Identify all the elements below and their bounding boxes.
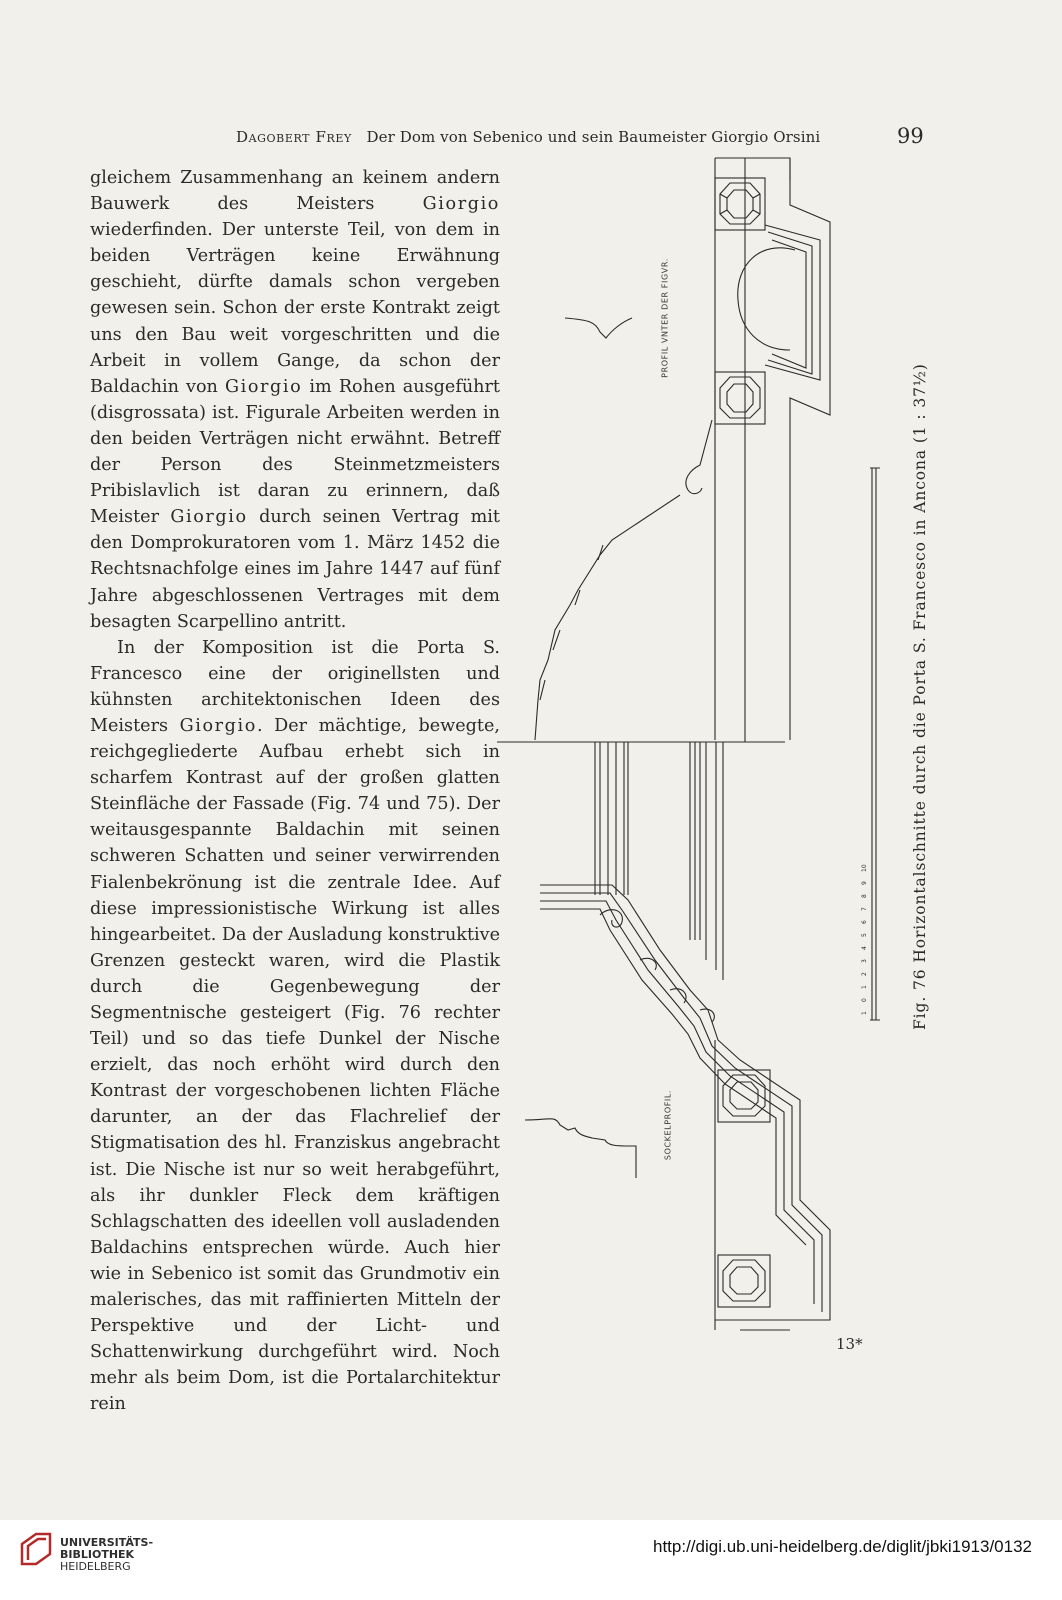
scale-tick-label: 4 bbox=[861, 946, 868, 950]
scale-tick-label: 7 bbox=[861, 907, 868, 911]
header-title: Der Dom von Sebenico und sein Baumeister Giorgio Orsini bbox=[366, 128, 821, 146]
profile-sketch-top bbox=[565, 318, 632, 338]
scale-tick-label: 9 bbox=[861, 881, 868, 885]
library-logo-icon bbox=[18, 1532, 54, 1566]
library-logo-text bbox=[60, 1537, 153, 1573]
logo-line-2: BIBLIOTHEK bbox=[60, 1548, 135, 1561]
scale-tick-label: 3 bbox=[861, 959, 868, 963]
name-giorgio: Giorgio bbox=[170, 507, 248, 528]
scale-tick-label: 1 bbox=[861, 1011, 868, 1015]
scale-bar bbox=[872, 468, 876, 1020]
scale-tick-label: 6 bbox=[861, 920, 868, 924]
pilaster-lines bbox=[595, 742, 628, 895]
figure-caption: Fig. 76 Horizontalschnitte durch die Porta S. Francesco in Ancona (1 : 37½) bbox=[911, 363, 929, 1030]
footnote-mark: 13* bbox=[836, 1335, 863, 1353]
text-run: im Rohen ausgeführt (disgrossata) ist. Figurale Arbeiten werden in den beiden Verträgen nicht erwähnt. Betreff der Person des Steinmetzmeisters Pribislavlich ist daran zu erinnern, daß Meister bbox=[90, 376, 500, 528]
baldachin-profile bbox=[535, 495, 680, 740]
baldachin-volute bbox=[686, 420, 712, 494]
header-author: Dagobert Frey bbox=[236, 128, 352, 146]
scale-tick-label: 5 bbox=[861, 933, 868, 937]
logo-line-3: HEIDELBERG bbox=[60, 1560, 131, 1573]
text-run: wiederfinden. Der unterste Teil, von dem in beiden Verträgen keine Erwähnung geschieht, dürfte damals schon vergeben gewesen sein. Schon der erste Kontrakt zeigt uns den Bau weit vorgeschritten und die Arbeit in vollem Gange, da schon der Baldachin von bbox=[90, 220, 500, 397]
logo-line-1: UNIVERSITÄTS- bbox=[60, 1536, 154, 1549]
footer-bar bbox=[0, 1520, 1062, 1600]
drawing-strokes bbox=[497, 158, 880, 1330]
profile-sketch-bottom bbox=[525, 1119, 636, 1178]
octagon-bottom bbox=[723, 1260, 765, 1301]
name-giorgio: Giorgio bbox=[422, 194, 500, 215]
outer-wall-outline bbox=[715, 158, 830, 740]
page-number: 99 bbox=[897, 124, 924, 148]
scale-tick-label: 8 bbox=[861, 894, 868, 898]
scale-ticks bbox=[861, 864, 868, 1015]
scale-tick-label: 2 bbox=[861, 972, 868, 976]
label-sockelprofil: SOCKELPROFIL. bbox=[663, 1089, 673, 1161]
label-profil-unter-der-figur: PROFIL VNTER DER FIGVR. bbox=[660, 258, 670, 378]
scale-tick-label: 0 bbox=[861, 998, 868, 1002]
scale-tick-label: 1 bbox=[861, 985, 868, 989]
text-run: . Der mächtige, bewegte, reichgegliederte Aufbau erhebt sich in scharfem Kontrast auf der großen glatten Steinfläche der Fassade (Fig. 74 und 75). Der weitausgespannte Baldachin mit seinen schweren Schatten und seiner verwirrenden Fialenbekrönung ist die zentrale Idee. Auf diese impressionistische Wirkung ist alles hingearbeitet. Da der Ausladung konstruktive Grenzen gesteckt waren, wird die Plastik durch die Gegenbewegung der Segmentnische gesteigert (Fig. 76 rechter Teil) und so das tiefe Dunkel der Nische erzielt, das noch erhöht wird durch den Kontrast der vorgeschobenen lichten Fläche darunter, an der das Flachrelief der Stigmatisation des hl. Franziskus angebracht ist. Die Nische ist nur so weit herabgeführt, als ihr dunkler Fleck dem kräftigen Schlagschatten des ideellen voll ausladenden Baldachins entsprechen würde. Auch hier wie in Sebenico ist somit das Grundmotiv ein malerisches, das mit raffinierten Mitteln der Perspektive und der Licht- und Schattenwirkung durchgeführt wird. Noch mehr als beim Dom, ist die Portalarchitektur rein bbox=[90, 715, 500, 1415]
text-run: durch seinen Vertrag mit den Domprokuratoren vom 1. März 1452 die Rechtsnachfolge eines im Jahre 1447 auf fünf Jahre abgeschlossenen Vertrages mit dem besagten Scarpellino antritt. bbox=[90, 507, 500, 632]
text-run: gleichem Zusammenhang an keinem andern Bauwerk des Meisters bbox=[90, 168, 500, 215]
text-run: In der Komposition ist die Porta S. Francesco eine der originellsten und kühnsten architektonischen Ideen des Meisters bbox=[90, 637, 500, 736]
niche-curve bbox=[738, 248, 795, 350]
figure-caption-wrap bbox=[900, 363, 940, 1030]
scale-tick-label: 10 bbox=[861, 864, 868, 872]
name-giorgio: Giorgio bbox=[224, 376, 303, 397]
name-giorgio: Giorgio bbox=[179, 715, 257, 736]
source-url[interactable]: http://digi.ub.uni-heidelberg.de/diglit/jbki1913/0132 bbox=[653, 1537, 1032, 1556]
